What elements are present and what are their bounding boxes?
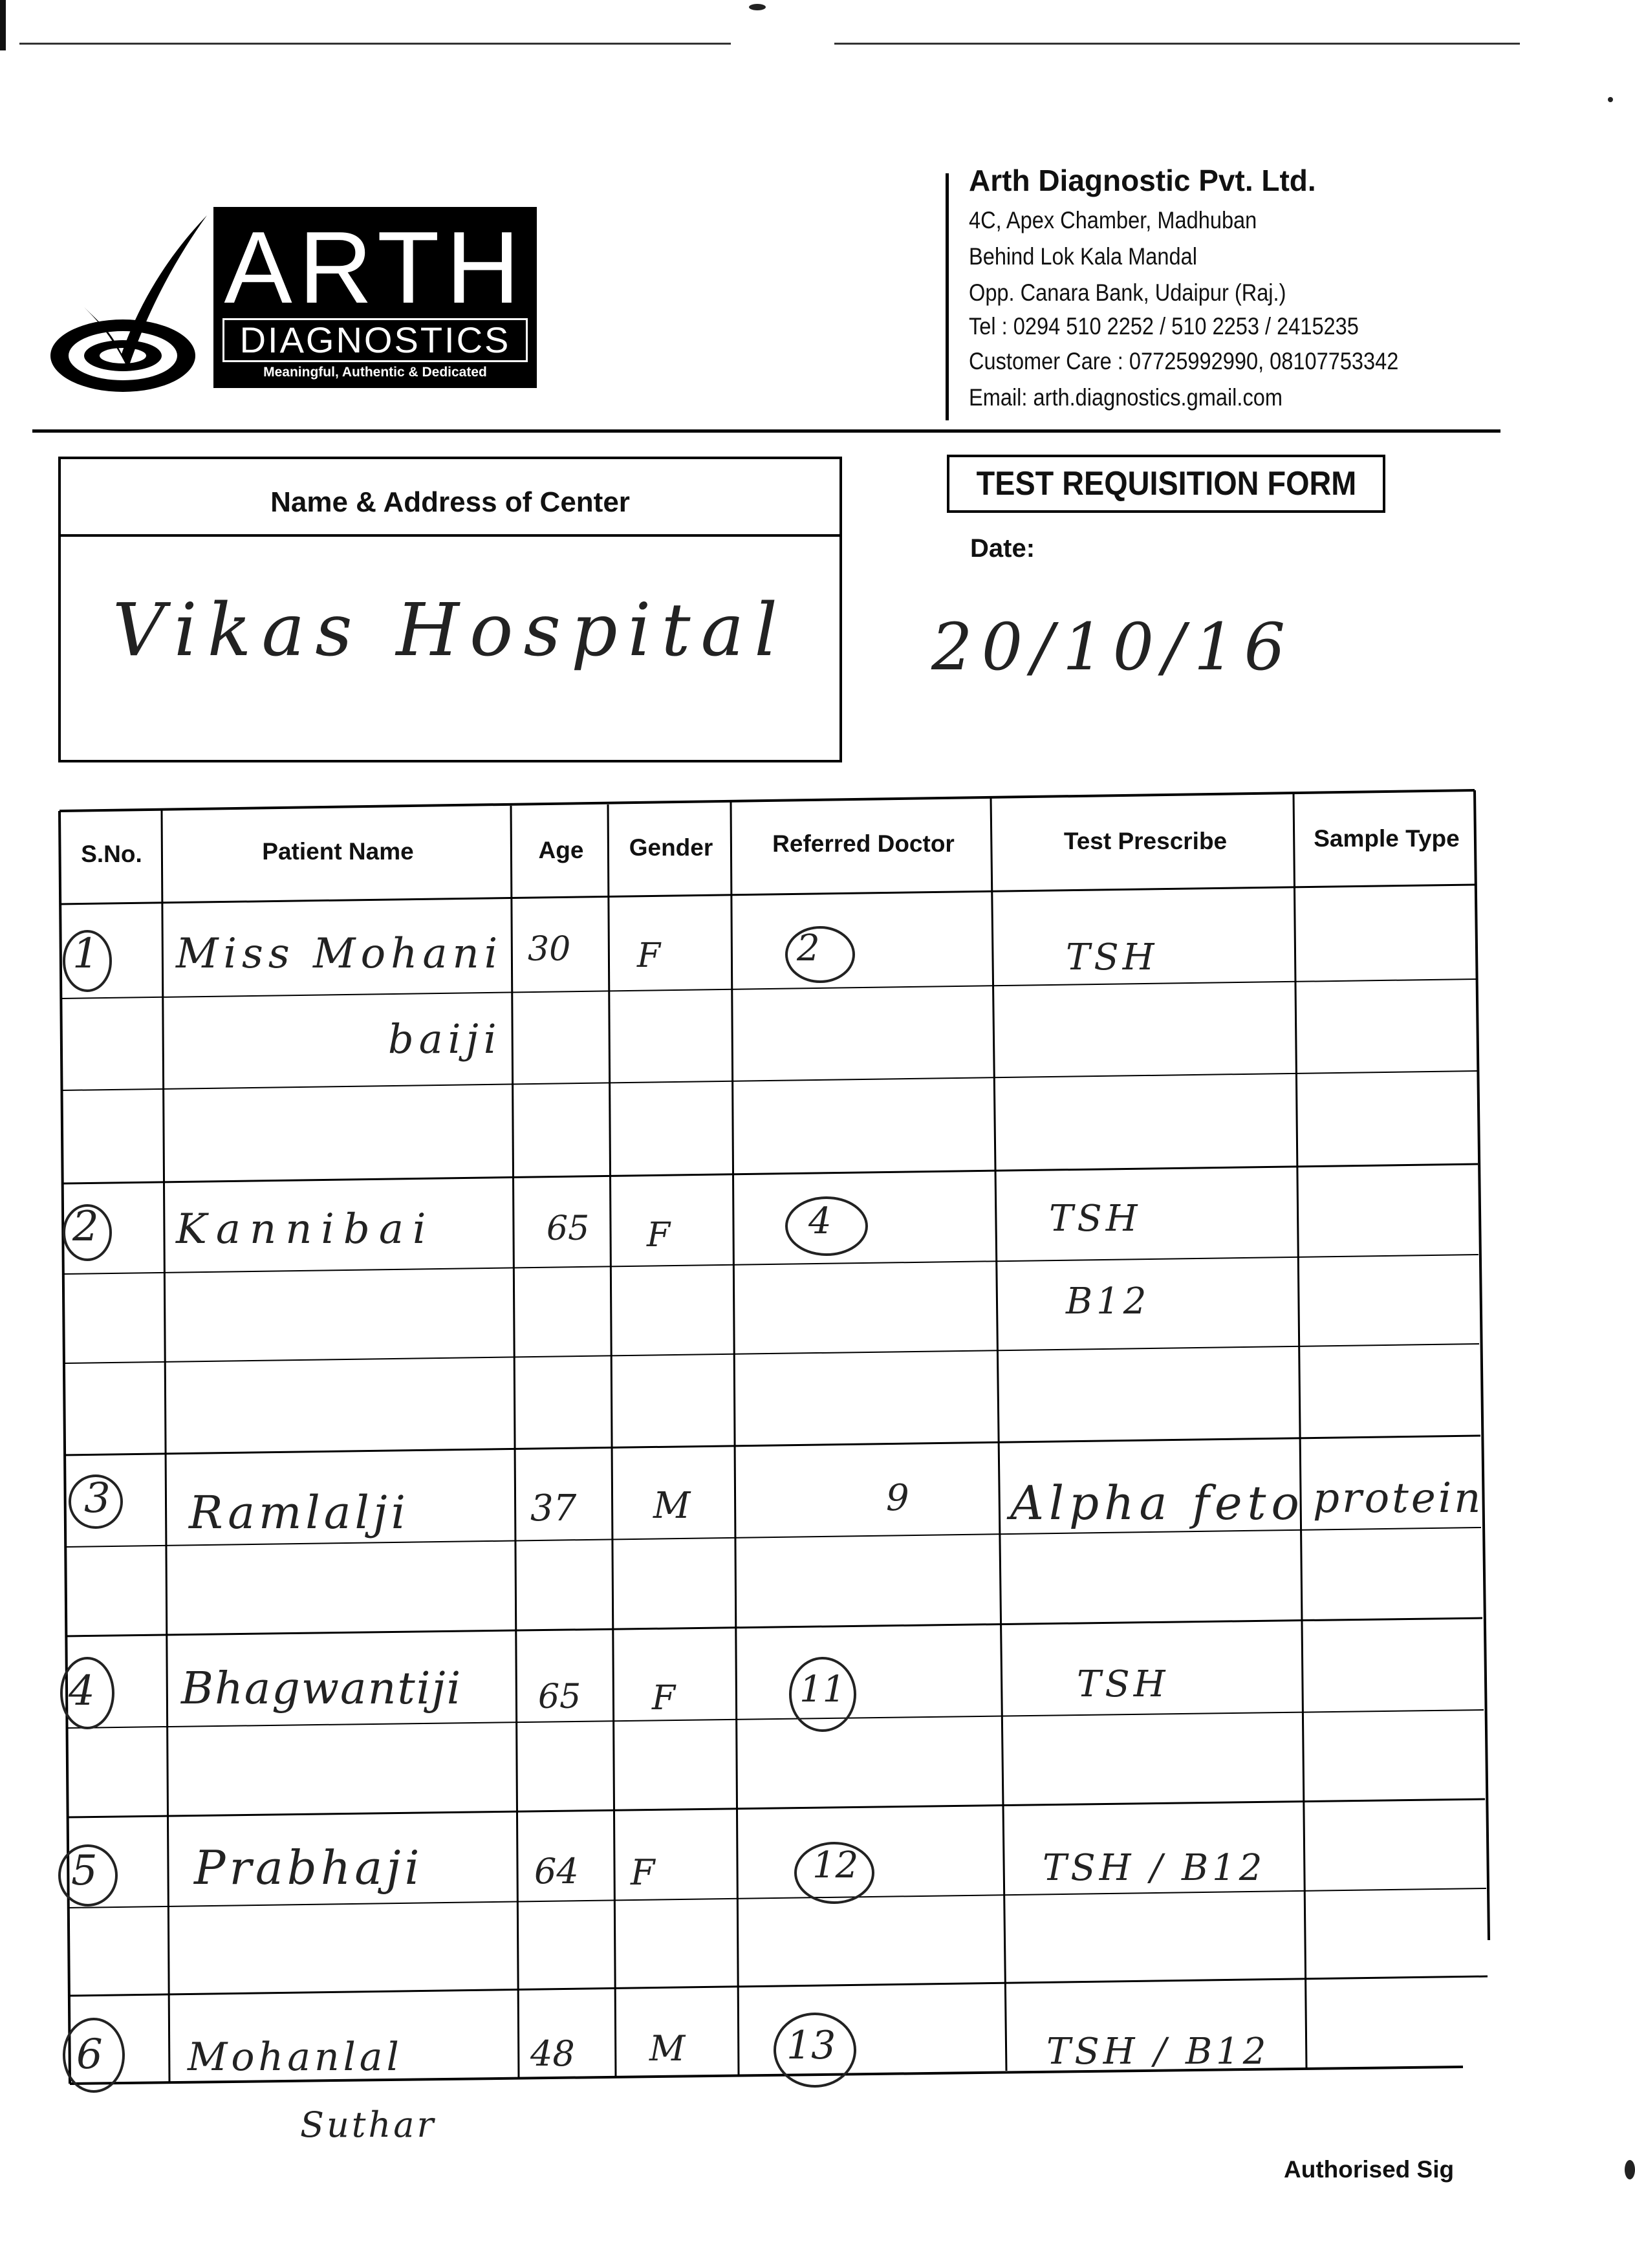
row-referred-doctor: 2 — [797, 927, 820, 969]
row-age: 64 — [534, 1851, 579, 1892]
form-title: TEST REQUISITION FORM — [947, 455, 1385, 513]
row-referred-doctor: 13 — [786, 2023, 836, 2068]
company-customer-care: Customer Care : 07725992990, 08107753342 — [969, 348, 1399, 374]
row-gender: M — [649, 2028, 686, 2069]
row-gender: F — [647, 1216, 671, 1255]
logo-subtitle: DIAGNOSTICS — [222, 318, 528, 362]
row-patient-name: Ramlalji — [189, 1486, 410, 1539]
row-sno: 5 — [71, 1847, 98, 1895]
row-patient-name-cont: Suthar — [300, 2104, 437, 2145]
row-referred-doctor: 11 — [799, 1669, 846, 1711]
row-patient-name: Prabhaji — [194, 1841, 424, 1895]
company-address-line: Behind Lok Kala Mandal — [969, 243, 1197, 270]
row-sno: 2 — [72, 1203, 99, 1251]
row-patient-name: Kannibai — [176, 1205, 435, 1253]
logo-tagline: Meaningful, Authentic & Dedicated — [263, 365, 487, 380]
row-sample-type: protein — [1313, 1474, 1484, 1522]
row-age: 37 — [530, 1487, 577, 1529]
row-patient-name-cont: baiji — [388, 1015, 502, 1063]
row-age: 30 — [528, 930, 571, 969]
row-gender: M — [653, 1485, 691, 1527]
company-address-line: Opp. Canara Bank, Udaipur (Raj.) — [969, 279, 1286, 306]
row-patient-name: Mohanlal — [188, 2035, 403, 2080]
row-test: TSH / B12 — [1043, 1847, 1266, 1889]
row-age: 65 — [538, 1678, 581, 1716]
row-gender: F — [652, 1679, 676, 1718]
row-sno: 3 — [84, 1474, 111, 1522]
header-referred-doctor: Referred Doctor — [772, 830, 955, 857]
row-patient-name: Miss Mohani — [176, 930, 503, 978]
company-name: Arth Diagnostic Pvt. Ltd. — [969, 164, 1316, 197]
row-sno: 4 — [69, 1667, 95, 1715]
row-test: TSH — [1077, 1663, 1169, 1705]
header-sample-type: Sample Type — [1314, 825, 1460, 852]
header-sno: S.No. — [81, 841, 142, 867]
row-referred-doctor: 12 — [812, 1844, 859, 1886]
header-test-prescribe: Test Prescribe — [1063, 828, 1228, 854]
row-gender: F — [637, 936, 661, 975]
row-referred-doctor: 4 — [808, 1200, 832, 1242]
center-name-field[interactable]: Vikas Hospital — [112, 589, 788, 673]
company-address-line: 4C, Apex Chamber, Madhuban — [969, 207, 1257, 233]
row-test-cont: B12 — [1066, 1280, 1151, 1323]
row-sno: 6 — [76, 2031, 103, 2079]
logo-title: ARTH — [224, 211, 526, 325]
header-gender: Gender — [629, 834, 713, 861]
row-sno: 1 — [72, 930, 99, 978]
header-age: Age — [538, 837, 584, 863]
row-referred-doctor: 9 — [886, 1477, 909, 1519]
center-label: Name & Address of Center — [61, 459, 839, 537]
authorised-signature-label: Authorised Sig — [1284, 2156, 1455, 2183]
date-label: Date: — [970, 534, 1035, 563]
company-email: Email: arth.diagnostics.gmail.com — [969, 384, 1283, 411]
row-age: 48 — [530, 2033, 575, 2074]
company-phone: Tel : 0294 510 2252 / 510 2253 / 2415235 — [969, 313, 1359, 340]
row-age: 65 — [547, 1209, 590, 1248]
row-test: TSH / B12 — [1046, 2031, 1270, 2073]
header-patient-name: Patient Name — [262, 838, 414, 865]
date-field[interactable]: 20/10/16 — [931, 609, 1295, 685]
row-test: TSH — [1049, 1198, 1142, 1240]
row-gender: F — [631, 1852, 655, 1893]
row-patient-name: Bhagwantiji — [181, 1663, 462, 1714]
row-test: TSH — [1066, 936, 1158, 978]
row-test: Alpha feto — [1010, 1476, 1305, 1530]
